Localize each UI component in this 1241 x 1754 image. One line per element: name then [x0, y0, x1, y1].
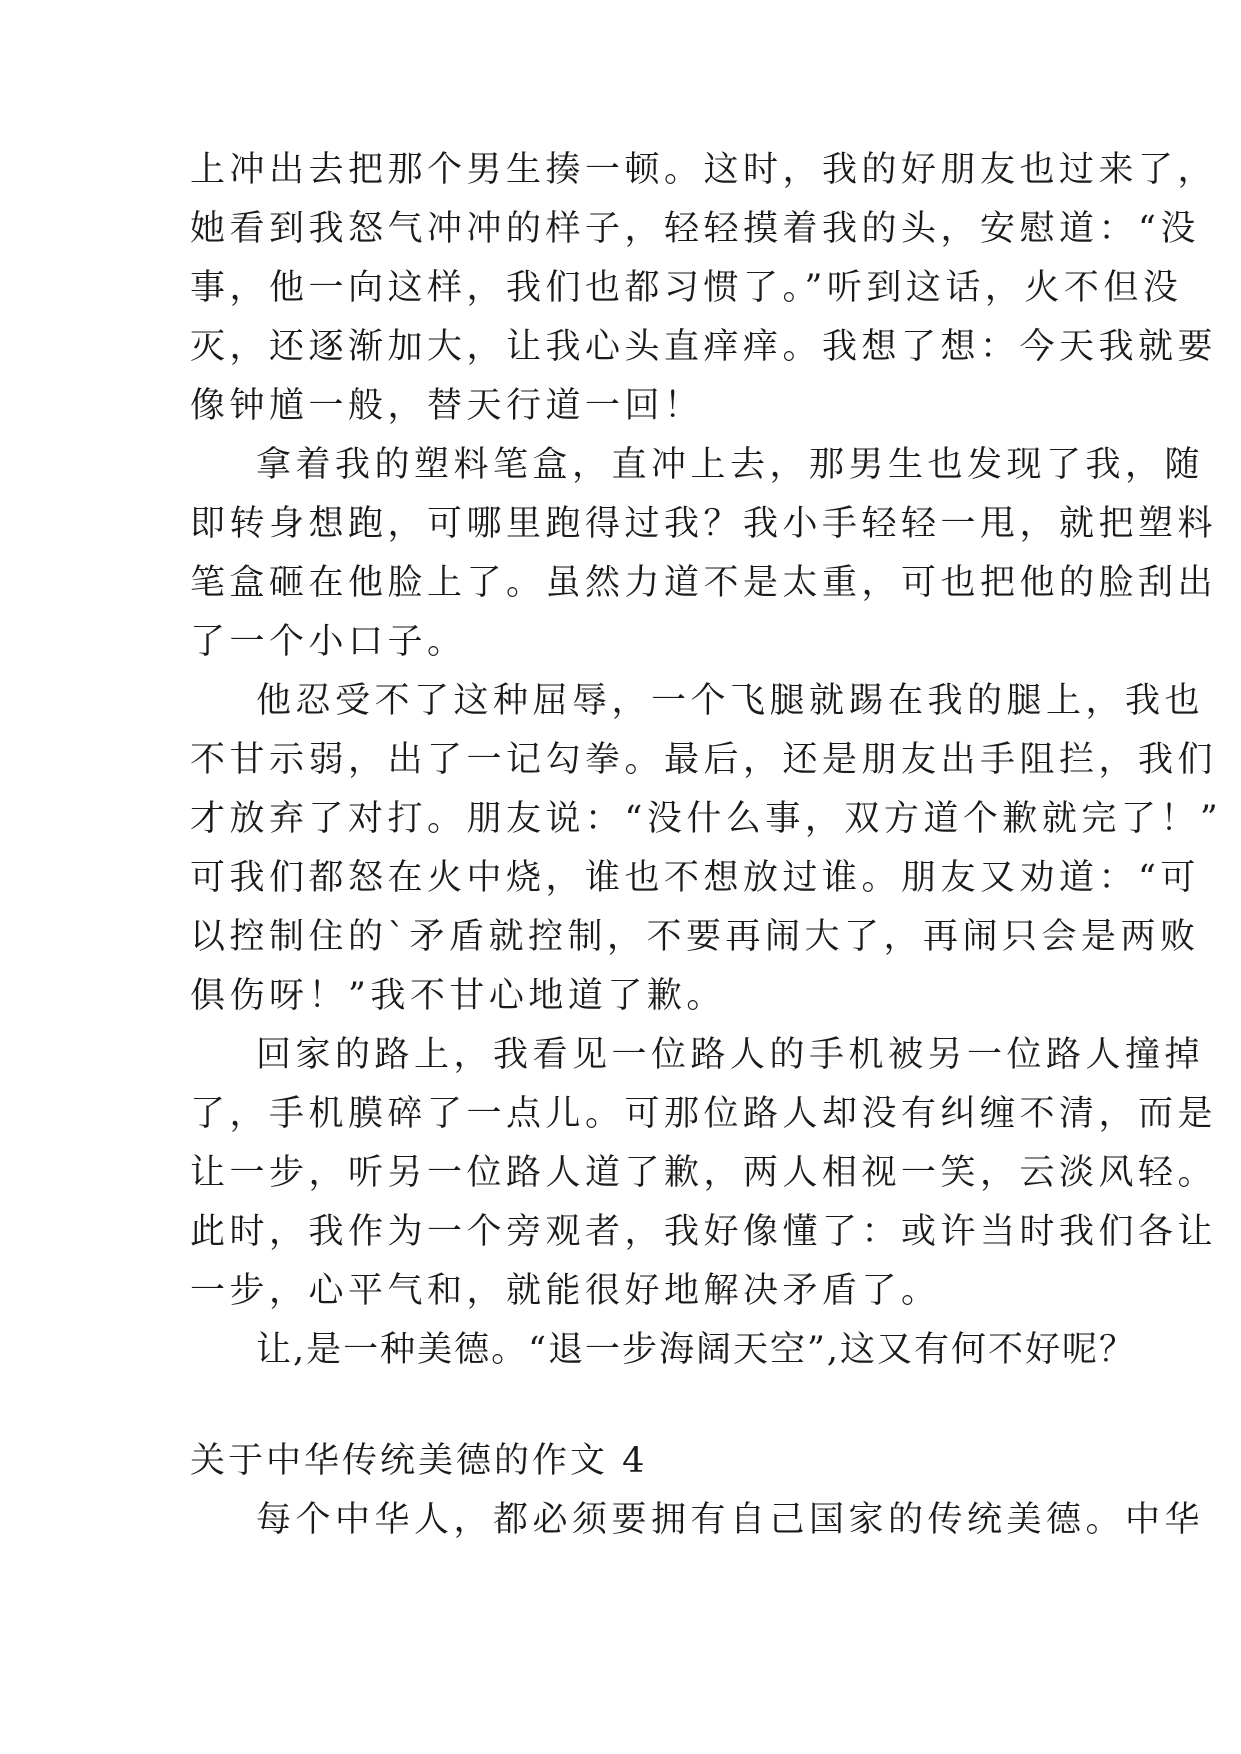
text-line: 他忍受不了这种屈辱，一个飞腿就踢在我的腿上，我也: [256, 681, 1205, 721]
text-line: 让一步，听另一位路人道了歉，两人相视一笑，云淡风轻。: [190, 1153, 1218, 1193]
text-line: 上冲出去把那个男生揍一顿。这时，我的好朋友也过来了，: [190, 150, 1218, 190]
text-line: 以控制住的`矛盾就控制，不要再闹大了，再闹只会是两败: [190, 917, 1200, 957]
text-line: 每个中华人，都必须要拥有自己国家的传统美德。中华: [256, 1500, 1205, 1540]
text-line: 像钟馗一般，替天行道一回！: [190, 386, 704, 426]
text-line: 让,是一种美德。“退一步海阔天空”,这又有何不好呢？: [256, 1330, 1137, 1370]
text-line: 一步，心平气和，就能很好地解决矛盾了。: [190, 1271, 941, 1311]
text-line: 事，他一向这样，我们也都习惯了。”听到这话，火不但没: [190, 268, 1183, 308]
text-line: 才放弃了对打。朋友说：“没什么事，双方道个歉就完了！”: [190, 799, 1223, 839]
text-line: 回家的路上，我看见一位路人的手机被另一位路人撞掉: [256, 1035, 1205, 1075]
text-line: 了一个小口子。: [190, 622, 467, 662]
text-line: 笔盒砸在他脸上了。虽然力道不是太重，可也把他的脸刮出: [190, 563, 1218, 603]
section-heading: 关于中华传统美德的作文 4: [190, 1441, 648, 1481]
text-line: 可我们都怒在火中烧，谁也不想放过谁。朋友又劝道：“可: [190, 858, 1200, 898]
text-line: 即转身想跑，可哪里跑得过我？我小手轻轻一甩，就把塑料: [190, 504, 1218, 544]
text-line: 了，手机膜碎了一点儿。可那位路人却没有纠缠不清，而是: [190, 1094, 1218, 1134]
text-line: 拿着我的塑料笔盒，直冲上去，那男生也发现了我，随: [256, 445, 1205, 485]
text-line: 她看到我怒气冲冲的样子，轻轻摸着我的头，安慰道：“没: [190, 209, 1200, 249]
text-line: 不甘示弱，出了一记勾拳。最后，还是朋友出手阻拦，我们: [190, 740, 1218, 780]
text-line: 灭，还逐渐加大，让我心头直痒痒。我想了想：今天我就要: [190, 327, 1218, 367]
text-line: 此时，我作为一个旁观者，我好像懂了：或许当时我们各让: [190, 1212, 1218, 1252]
text-line: 俱伤呀！”我不甘心地道了歉。: [190, 976, 726, 1016]
